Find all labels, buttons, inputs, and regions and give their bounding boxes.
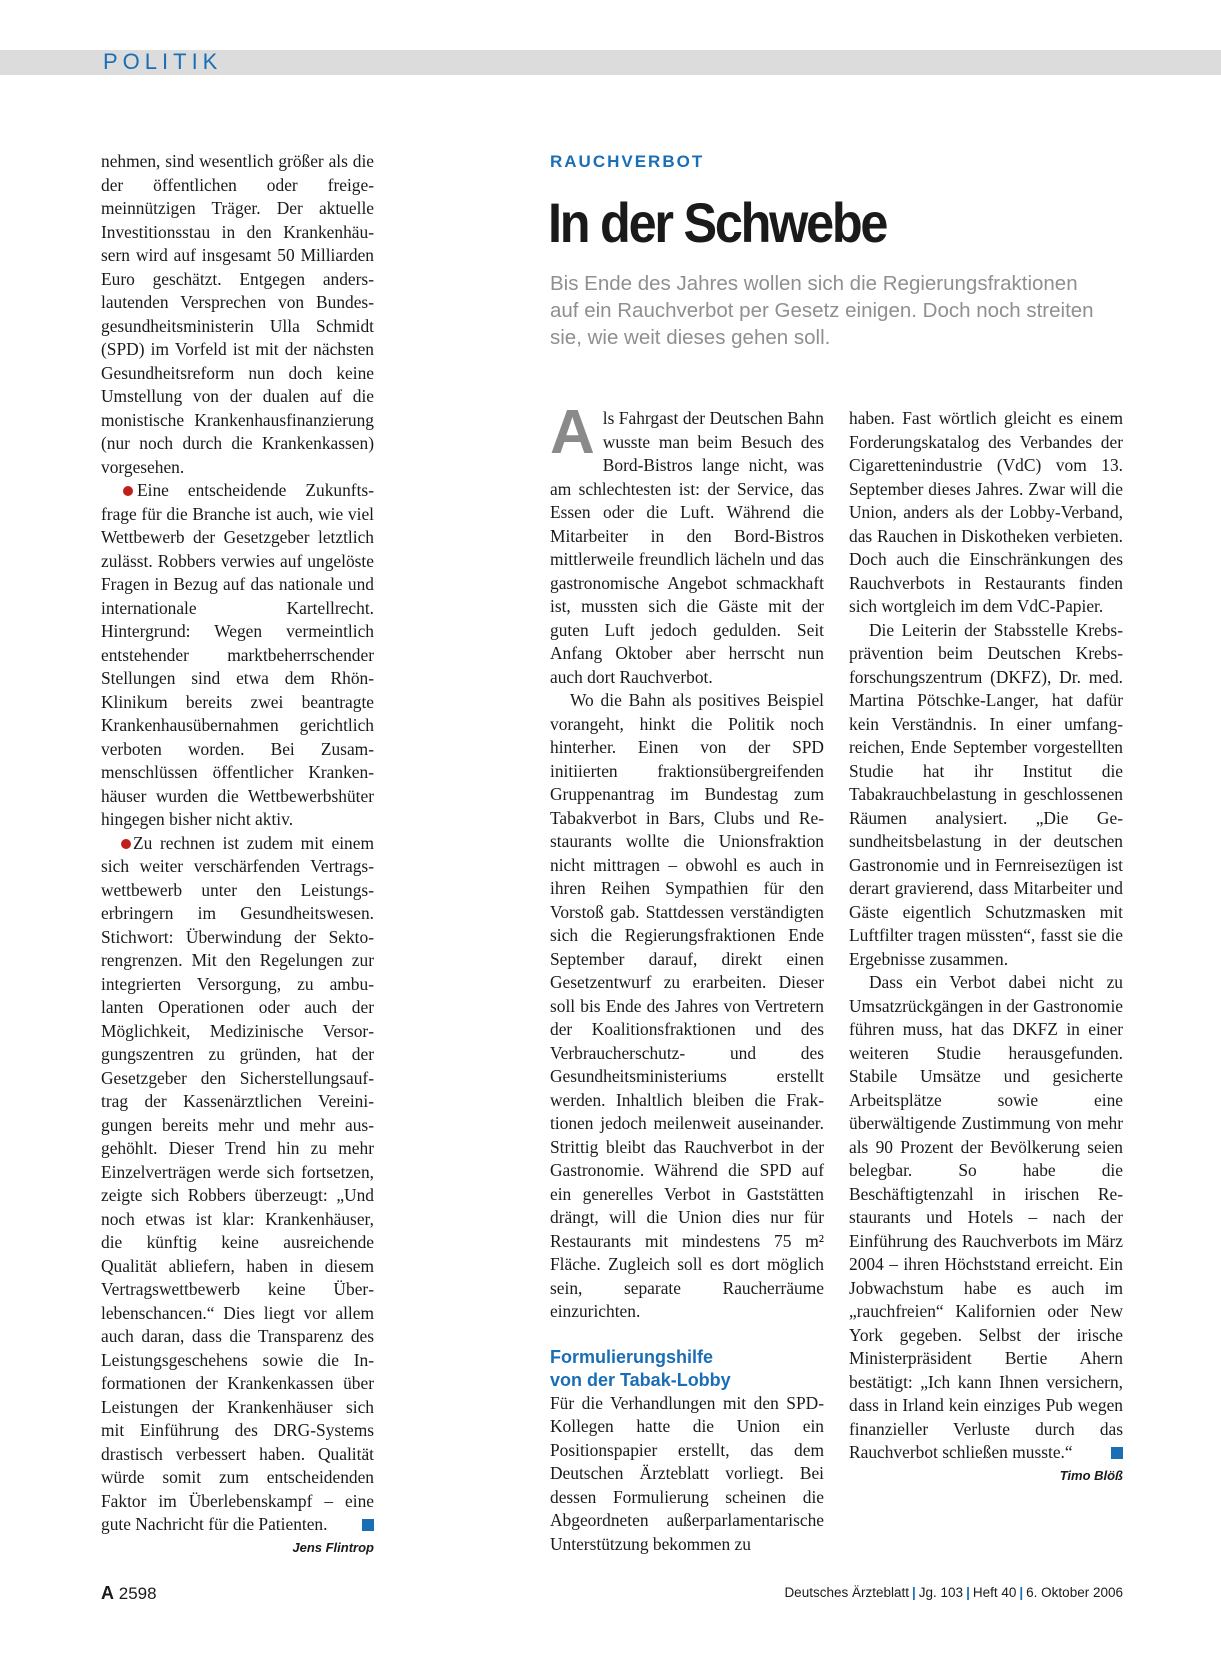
journal-issue: Heft 40 [972, 1585, 1017, 1600]
page-number [101, 1583, 157, 1604]
separator: | [912, 1585, 916, 1600]
bullet-dot-icon [123, 486, 133, 496]
paragraph-text: Zu rechnen ist zudem mit einem sich weiter verschärfenden Vertragswettbewerb unter den Leistungserbringern im Gesundheitswesen. Stichwort: Überwindung der Sektorengrenzen. Mit den Regelungen zur integrierten Versorgung, zu ambulanten Operationen oder auch der Möglichkeit, Medizinische Versorgungszentren zu gründen, hat der Gesetzgeber den Sicherstellungsauftrag der Kassenärztlichen Vereinigungen bereits mehr und mehr ausgehöhlt. Dieser Trend hin zu mehr Einzelverträgen werde sich fortsetzen, zeigte sich Robbers überzeugt: „Und noch etwas ist klar: Krankenhäuser, die künftig keine ausreichende Qualität abliefern, haben in diesem Vertragswettbewerb keine Überlebenschancen.“ Dies liegt vor allem auch daran, dass die Transparenz des Leistungsgeschehens sowie die Informationen der Krankenkassen über Leistungen der Krankenhäuser sich mit Einführung des DRG-Systems drastisch verbessert haben. Qualität würde somit zum entscheidenden Faktor im Überlebenskampf – eine gute Nachricht für die Patienten. [101, 832, 374, 1534]
article-standfirst: Bis Ende des Jahres wollen sich die Regierungsfraktionen auf ein Rauchverbot per Gesetz einigen. Doch noch streiten sie, wie weit dieses gehen soll. [550, 272, 1094, 349]
article-subheading [550, 1346, 824, 1392]
bullet-dot-icon [121, 839, 131, 849]
author-byline: Timo Blöß [1059, 1467, 1123, 1483]
journal-date: 6. Oktober 2006 [1026, 1585, 1123, 1600]
section-label: POLITIK [103, 49, 223, 74]
journal-name: Deutsches Ärzteblatt [784, 1585, 909, 1600]
article-kicker: RAUCHVERBOT [550, 152, 705, 171]
page-number-value: 2598 [118, 1584, 157, 1603]
subheading-line: von der Tabak-Lobby [550, 1369, 731, 1390]
paragraph: Für die Verhandlungen mit den SPD-Kollegen hatte die Union ein Positionspapier erstellt, das dem Deutschen Ärzteblatt vorliegt. Bei dessen Formulierung scheinen die Abgeordneten außerparlamentarische Unterstützung bekommen zu [550, 1392, 824, 1554]
left-column [101, 150, 374, 1557]
paragraph-text: Dass ein Verbot dabei nicht zu Umsatzrückgängen in der Gastronomie führen muss, hat das DKFZ in einer weiteren Studie herausgefunden. Stabile Umsätze und gesicherte Arbeitsplätze sowie eine überwältigende Zustimmung von mehr als 90 Prozent der Bevölkerung seien belegbar. So habe die Beschäftigtenzahl in irischen Restaurants und Hotels – nach der Einführung des Rauchverbots im März 2004 – ihren Höchststand erreicht. Ein Jobwachstum habe es auch im „rauchfreien“ Kalifornien oder New York gegeben. Selbst der irische Ministerpräsident Bertie Ahern bestätigt: „Ich kann Ihnen versichern, dass in Irland kein einziges Pub wegen finanzieller Verluste durch das Rauchverbot schließen musste.“ [849, 972, 1123, 1462]
right-column [849, 407, 1123, 1485]
paragraph [849, 971, 1123, 1465]
paragraph: nehmen, sind wesentlich größer als die der öffentlichen oder freigemeinnützigen Träger. Der aktuelle Investitionsstau in den Krankenhäusern wird auf insgesamt 50 Milliarden Euro geschätzt. Entgegen anderslautenden Versprechen von Bundesgesundheitsministerin Ulla Schmidt (SPD) im Vorfeld ist mit der nächsten Gesundheitsreform nun doch keine Umstellung von der dualen auf die monistische Krankenhausfinanzierung (nur noch durch die Krankenkassen) vorgesehen. [101, 151, 374, 477]
end-of-article-icon [362, 1519, 374, 1531]
middle-column [550, 398, 824, 1556]
separator: | [966, 1585, 970, 1600]
paragraph-text: Eine entscheidende Zukunftsfrage für die Branche ist auch, wie viel Wettbewerb der Gesetzgeber letztlich zulässt. Robbers verwies auf ungelöste Fragen in Bezug auf das nationale und internationale Kartellrecht. Hintergrund: Wegen vermeintlich entstehender marktbeherrschender Stellungen sind etwa dem Rhön-Klinikum bereits zwei beantragte Krankenhausübernahmen gerichtlich verboten worden. Bei Zusammenschlüssen öffentlicher Krankenhäuser wurden die Wettbewerbshüter hingegen bisher nicht aktiv. [101, 480, 374, 829]
article-headline: In der Schwebe [548, 191, 887, 254]
bullet-paragraph [101, 479, 374, 832]
journal-footer [784, 1585, 1123, 1600]
author-byline: Jens Flintrop [292, 1539, 374, 1555]
page-prefix: A [101, 1583, 114, 1603]
journal-volume: Jg. 103 [918, 1585, 964, 1600]
separator: | [1019, 1585, 1024, 1600]
end-of-article-icon [1111, 1447, 1123, 1459]
subheading-line: Formulierungshilfe [550, 1346, 714, 1367]
drop-cap: A [550, 398, 595, 467]
paragraph-text: ls Fahrgast der Deutschen Bahn wusste man beim Besuch des Bord-Bistros lange nicht, was am schlechtesten ist: der Service, das Essen oder die Luft. Während die Mitarbeiter in den Bord-Bistros mittlerweile freundlich lächeln und das gastronomische Angebot schmackhaft ist, mussten sich die Gäste mit der guten Luft jedoch gedulden. Seit Anfang Oktober aber herrscht nun auch dort Rauchverbot. [550, 408, 824, 687]
paragraph: Wo die Bahn als positives Beispiel vorangeht, hinkt die Politik noch hinterher. Einen von der SPD initiierten fraktionsübergreifenden Gruppenantrag im Bundestag zum Tabakverbot in Bars, Clubs und Restaurants wollte die Unionsfraktion nicht mittragen – obwohl es auch in ihren Reihen Sympathien für den Vorstoß gab. Stattdessen verständigten sich die Regierungsfraktionen Ende September darauf, direkt einen Gesetzentwurf zu erarbeiten. Dieser soll bis Ende des Jahres von Vertretern der Koalitionsfraktionen und des Verbraucherschutz- und des Gesundheitsministeriums erstellt werden. Inhaltlich bleiben die Fraktionen jedoch meilenweit auseinander. Strittig bleibt das Rauchverbot in der Gastronomie. Während die SPD auf ein generelles Verbot in Gaststätten drängt, will die Union dies nur für Restaurants mit mindestens 75 m² Fläche. Zugleich soll es dort möglich sein, separate Raucherräume einzurichten. [550, 690, 824, 1321]
bullet-paragraph [101, 832, 374, 1537]
paragraph: haben. Fast wörtlich gleicht es einem Forderungskatalog des Verbandes der Cigarettenindustrie (VdC) vom 13. September dieses Jahres. Zwar will die Union, anders als der Lobby-Verband, das Rauchen in Diskotheken verbieten. Doch auch die Einschränkungen des Rauchverbots in Restaurants finden sich wortgleich im dem VdC-Papier. [849, 408, 1123, 616]
paragraph [550, 398, 824, 689]
paragraph: Die Leiterin der Stabsstelle Krebsprävention beim Deutschen Krebsforschungszentrum (DKFZ), Dr. med. Martina Pötschke-Langer, hat dafür kein Verständnis. In einer umfangreichen, Ende September vorgestellten Studie hat ihr Institut die Tabakrauchbelastung in geschlossenen Räumen analysiert. „Die Gesundheitsbelastung in der deutschen Gastronomie und in Fernreisezügen ist derart gravierend, dass Mitarbeiter und Gäste eigentlich Schutzmasken mit Luftfilter tragen müssten“, fasst sie die Ergebnisse zusammen. [849, 619, 1123, 969]
